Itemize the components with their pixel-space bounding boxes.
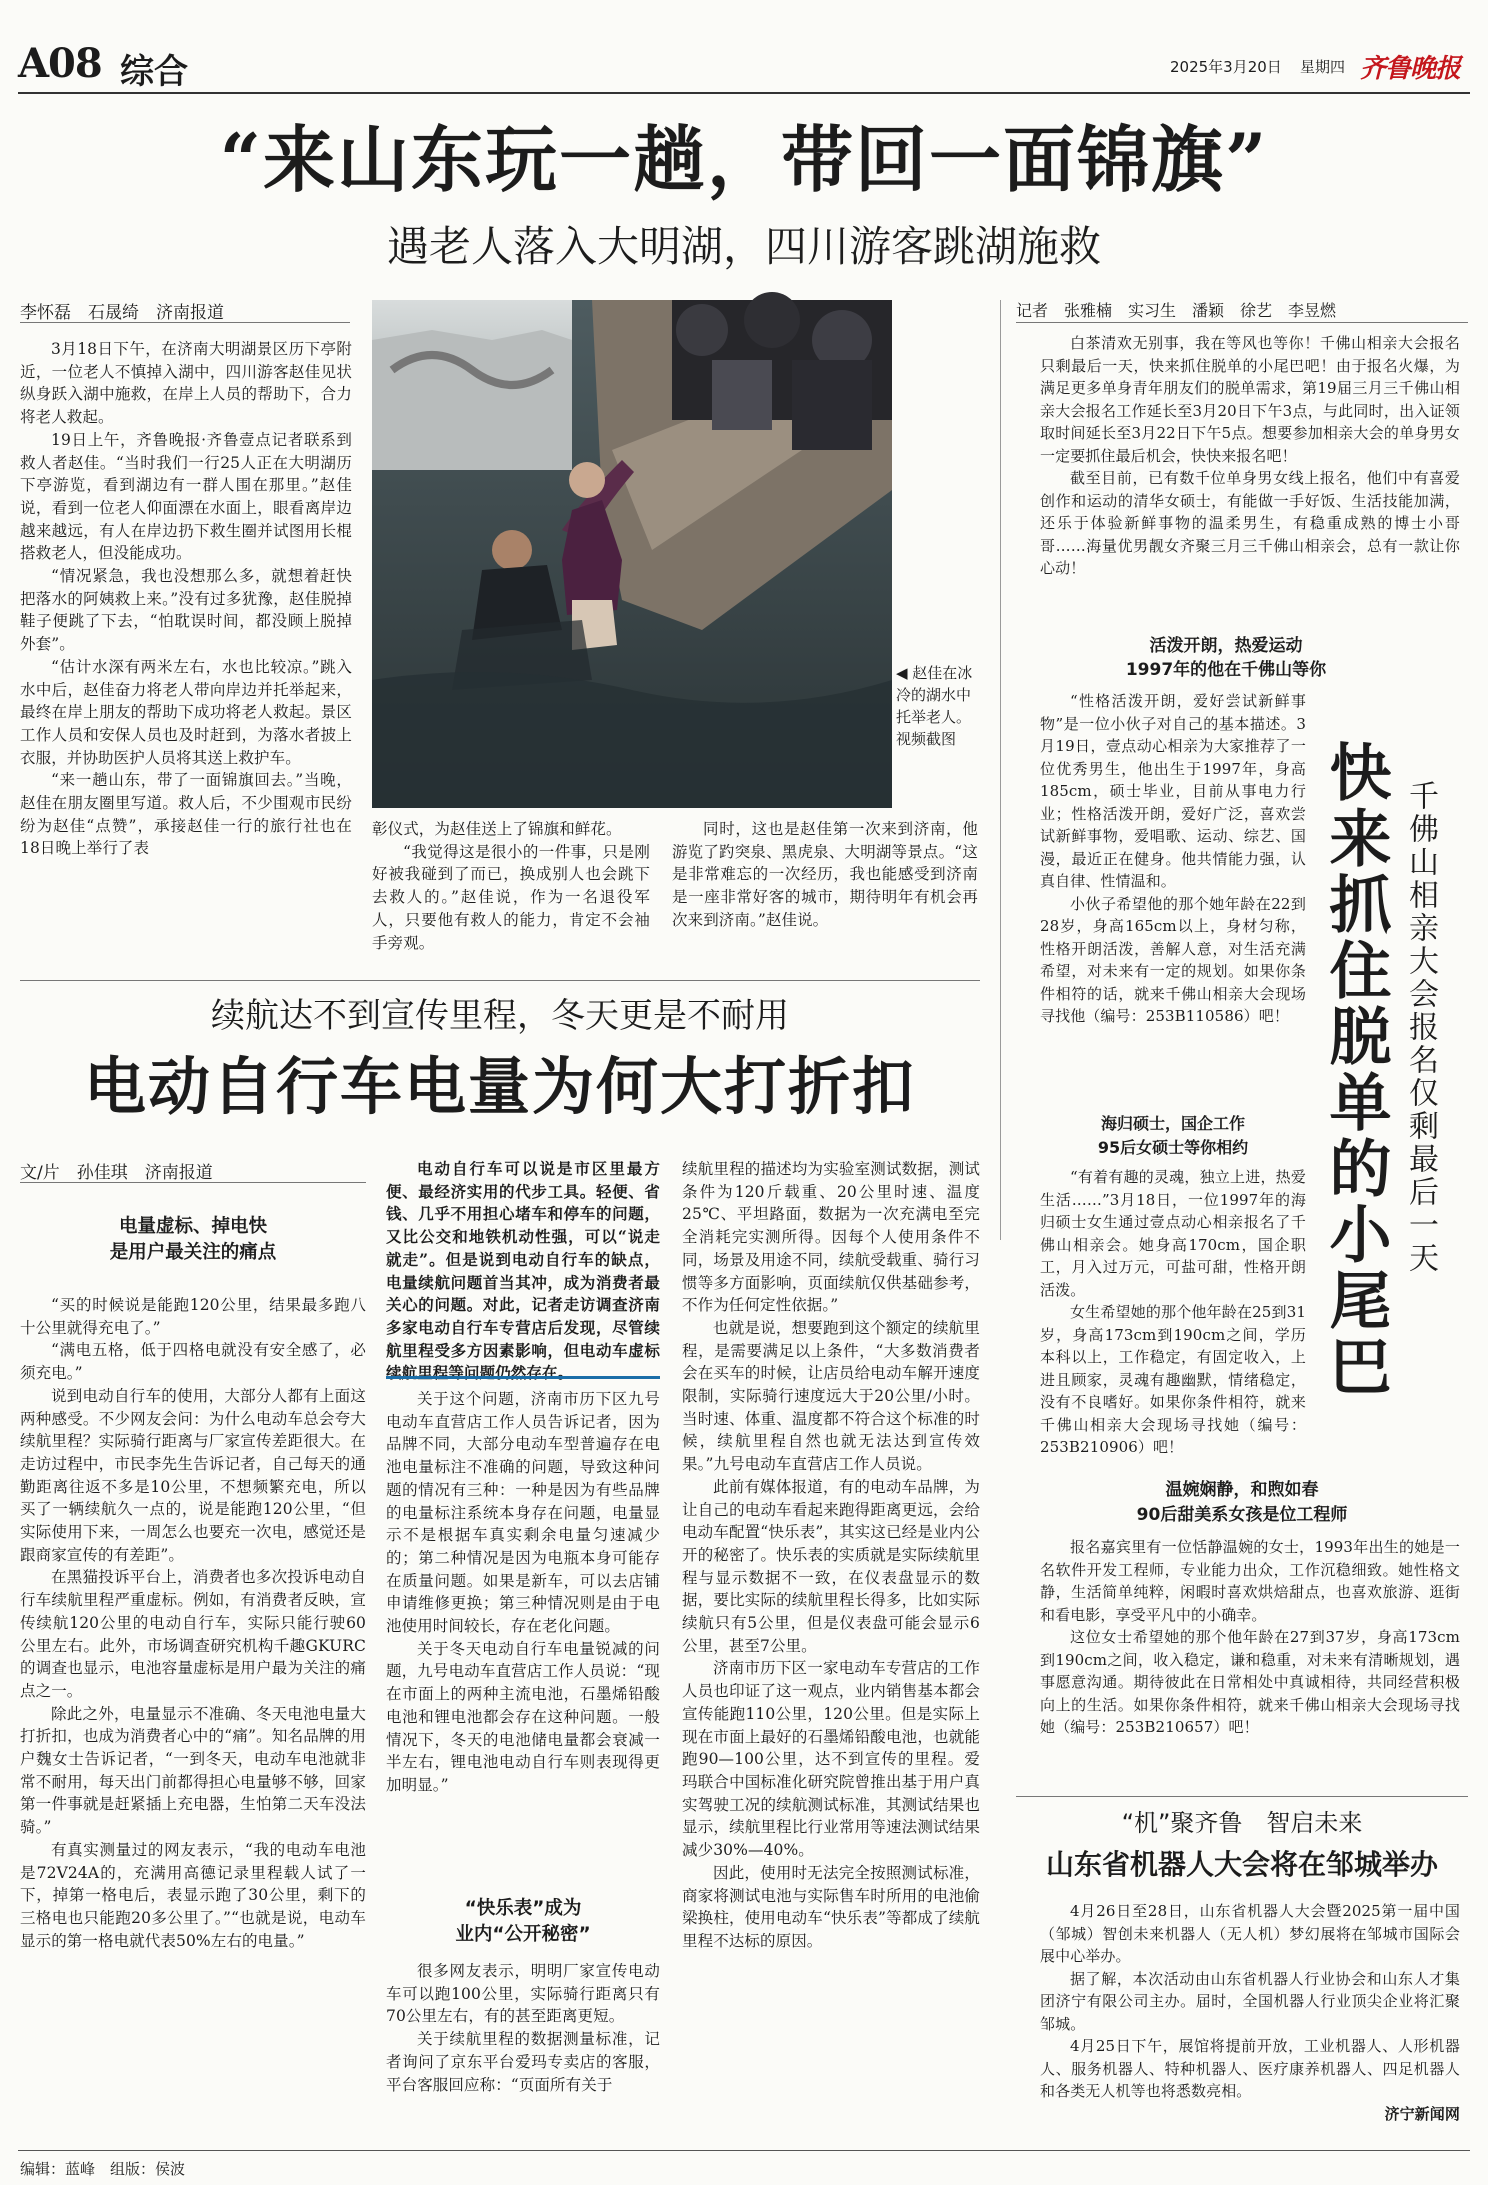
rescue-photo (372, 300, 892, 808)
story3-section2 (1040, 1166, 1306, 1466)
story3-section3 (1040, 1536, 1460, 1830)
paragraph: 此前有媒体报道，有的电动车品牌，为让自己的电动车看起来跑得距离更远，会给电动车配置“快乐表”，其实这已经是业内公开的秘密了。快乐表的实质就是实际续航里程与显示数据不一致，在仪表盘显示的数据，要比实际的续航里程长得多，比如实际续航只有5公里，但是仪表盘可能会显示6公里，甚至7公里。 (682, 1477, 980, 1655)
paragraph: 4月26日至28日，山东省机器人大会暨2025第一届中国（邹城）智创未来机器人（无人机）梦幻展将在邹城市国际会展中心举办。 (1040, 1902, 1460, 1965)
story3-byline: 记者 张雅楠 实习生 潘颖 徐艺 李昱燃 (1016, 301, 1337, 320)
story2-headline: 电动自行车电量为何大打折扣 (83, 1050, 916, 1123)
subhead-line: 电量虚标、掉电快 (118, 1216, 267, 1237)
story4-top-rule (1016, 1796, 1468, 1797)
story2-lead: 电动自行车可以说是市区里最方便、最经济实用的代步工具。轻便、省钱、几乎不用担心堵车和停车的问题，又比公交和地铁机动性强，可以“说走就走”。但是说到电动自行车的缺点，电量续航问题首当其冲，成为消费者最关心的问题。对此，记者走访调查济南多家电动自行车专营店后发现，尽管续航里程受多方因素影响，但电动车虚标续航里程等问题仍然存在。 (386, 1159, 660, 1383)
section-name: 综合 (120, 52, 188, 92)
story3-section2-head (1040, 1112, 1306, 1160)
paragraph: “性格活泼开朗，爱好尝试新鲜事物”是一位小伙子对自己的基本描述。3月19日，壹点动心相亲为大家推荐了一位优秀男生，他出生于1997年，身高185cm，硕士毕业，目前从事电力行业；性格活泼开朗，爱好广泛，喜欢尝试新鲜事物，爱唱歌、运动、综艺、国漫，最近正在健身。他共情能力强，认真自律、性情温和。 (1040, 692, 1306, 890)
story3-section1 (1040, 690, 1306, 1108)
paragraph: 因此，使用时无法完全按照测试标准，商家将测试电池与实际售车时所用的电池偷梁换柱，使用电动车“快乐表”等都成了续航里程不达标的原因。 (682, 1863, 980, 1950)
header-rule (18, 92, 1470, 94)
paragraph: 同时，这也是赵佳第一次来到济南，他游览了趵突泉、黑虎泉、大明湖等景点。“这是非常难忘的一次经历，我也能感受到济南是一座非常好客的城市，期待明年有机会再次来到济南。”赵佳说。 (672, 820, 978, 929)
paragraph: 4月25日下午，展馆将提前开放，工业机器人、人形机器人、服务机器人、特种机器人、医疗康养机器人、四足机器人和各类无人机等也将悉数亮相。 (1040, 2037, 1460, 2100)
story2-top-rule (20, 980, 980, 981)
paragraph: 也就是说，想要跑到这个额定的续航里程，是需要满足以上条件，“大多数消费者会在买车的时候，让店员给电动车解开速度限制，实际骑行速度远大于20公里/小时。当时速、体重、温度都不符合这个标准的时候，续航里程自然也就无法达到宣传效果。”九号电动车直营店工作人员说。 (682, 1318, 980, 1474)
paragraph: 女生希望她的那个他年龄在25到31岁，身高173cm到190cm之间，学历本科以上，工作稳定，有固定收入，上进且顾家，灵魂有趣幽默，情绪稳定，没有不良嗜好。如果你条件相符，就来千佛山相亲大会现场寻找她（编号：253B210906）吧！ (1040, 1303, 1306, 1456)
paragraph: 关于续航里程的数据测量标准，记者询问了京东平台爱玛专卖店的客服，平台客服回应称：“页面所有关于 (386, 2030, 660, 2094)
paragraph: 除此之外，电量显示不准确、冬天电池电量大打折扣，也成为消费者心中的“痛”。知名品牌的用户魏女士告诉记者，“一到冬天，电动车电池就非常不耐用，每天出门前都得担心电量够不够，回家第一件事就是赶紧插上充电器，生怕第二天车没法骑。” (20, 1704, 366, 1837)
story4-body (1040, 1900, 1460, 2150)
subhead-line: 90后甜美系女孩是位工程师 (1136, 1505, 1348, 1525)
story1-headline: “来山东玩一趟，带回一面锦旗” (219, 117, 1269, 202)
paragraph: 3月18日下午，在济南大明湖景区历下亭附近，一位老人不慎掉入湖中，四川游客赵佳见状纵身跃入湖中施救，在岸上人员的帮助下，合力将老人救起。 (20, 340, 352, 427)
paragraph: 小伙子希望他的那个她年龄在22到28岁，身高165cm以上，身材匀称，性格开朗活泼，善解人意，对生活充满希望，对未来有一定的规划。如果你条件相符的话，就来千佛山相亲大会现场寻找他（编号：253B110586）吧！ (1040, 894, 1306, 1025)
story3-vertical-subheadline: 千佛山相亲大会报名仅剩最后一天 (1403, 780, 1438, 1275)
paragraph: 有真实测量过的网友表示，“我的电动车电池是72V24A的，充满用高德记录里程载人试了一下，掉第一格电后，表显示跑了30公里，剩下的三格电也只能跑20多公里了。”“也就是说，电动车显示的第一格电就代表50%左右的电量。” (20, 1840, 366, 1950)
paragraph: 白茶清欢无别事，我在等风也等你！千佛山相亲大会报名只剩最后一天，快来抓住脱单的小尾巴吧！由于报名火爆，为满足更多单身青年朋友们的脱单需求，第19届三月三千佛山相亲大会报名工作延长至3月20日下午3点，与此同时，出入证领取时间延长至3月22日下午5点。想要参加相亲大会的单身男女一定要抓住最后机会，快快来报名吧！ (1040, 334, 1460, 465)
page-code: A08 (18, 40, 102, 87)
story3-vertical-headline: 快来抓住脱单的小尾巴 (1319, 740, 1392, 1400)
paragraph: “有着有趣的灵魂，独立上进，热爱生活……”3月18日，一位1997年的海归硕士女生通过壹点动心相亲报名了千佛山相亲会。她身高170cm，国企职工，月入过万元，可盐可甜，性格开朗活泼。 (1040, 1168, 1306, 1299)
story1-column-1 (20, 338, 352, 956)
story4-kicker: “机”聚齐鲁 智启未来 (1121, 1809, 1363, 1837)
story3-section1-head (1016, 634, 1436, 682)
paragraph: 据了解，本次活动由山东省机器人行业协会和山东人才集团济宁有限公司主办。届时，全国机器人行业顶尖企业将汇聚邹城。 (1040, 1969, 1460, 2033)
story1-subheadline: 遇老人落入大明湖，四川游客跳湖施救 (386, 222, 1101, 271)
paragraph: 说到电动自行车的使用，大部分人都有上面这两种感受。不少网友会问：为什么电动车总会夸大续航里程？实际骑行距离与厂家宣传差距很大。在走访过程中，市民李先生告诉记者，自己每天的通勤距离往返不多是10公里，不想频繁充电，所以买了一辆续航久一点的，说是能跑120公里，“但实际使用下来，一周怎么也要充一次电，感觉还是跟商家宣传的有差距”。 (20, 1386, 366, 1564)
subhead-line: “快乐表”成为 (464, 1898, 582, 1919)
paragraph: 关于这个问题，济南市历下区九号电动车直营店工作人员告诉记者，因为品牌不同，大部分电动车型普遍存在电池电量标注不准确的问题，导致这种问题的情况有三种：一种是因为有些品牌的电量标注系统本身存在问题，电量显示不是根据车真实剩余电量匀速减少的；第二种情况是因为电瓶本身可能存在质量问题。如果是新车，可以去店铺申请维修更换；第三种情况则是由于电池使用时间较长，存在老化问题。 (386, 1390, 660, 1636)
subhead-line: 活泼开朗，热爱运动 (1149, 636, 1303, 656)
paragraph: “估计水深有两米左右，水也比较凉。”跳入水中后，赵佳奋力将老人带向岸边并托举起来，最终在岸上朋友的帮助下成功将老人救起。景区工作人员和安保人员也及时赶到，为落水者披上衣服，并协助医护人员将其送上救护车。 (20, 657, 352, 767)
story2-kicker: 续航达不到宣传里程，冬天更是不耐用 (211, 996, 789, 1036)
paragraph: “来一趟山东，带了一面锦旗回去。”当晚，赵佳在朋友圈里写道。救人后，不少围观市民纷纷为赵佳“点赞”，承接赵佳一行的旅行社也在18日晚上举行了表 (20, 771, 352, 858)
story2-column-3 (682, 1158, 980, 2148)
paragraph: 截至目前，已有数千位单身男女线上报名，他们中有喜爱创作和运动的清华女硕士，有能做一手好饭、生活技能加满，还乐于体验新鲜事物的温柔男生，有稳重成熟的博士小哥哥……海量优男靓女齐聚三月三千佛山相亲会，总有一款让你心动！ (1040, 469, 1460, 577)
paragraph: 这位女士希望她的那个他年龄在27到37岁，身高173cm到190cm之间，收入稳定，谦和稳重，对未来有清晰规划，遇事愿意沟通。期待彼此在日常相处中真诚相待，共同经营积极向上的生活。如果你条件相符，就来千佛山相亲大会现场寻找她（编号：253B210657）吧！ (1040, 1628, 1460, 1736)
paragraph: “情况紧急，我也没想那么多，就想着赶快把落水的阿姨救上来。”没有过多犹豫，赵佳脱掉鞋子便跳了下去，“怕耽误时间，都没顾上脱掉外套”。 (20, 567, 352, 654)
story2-byline-rule (20, 1182, 366, 1183)
paragraph: “满电五格，低于四格电就没有安全感了，必须充电。” (20, 1341, 366, 1383)
paragraph: 在黑猫投诉平台上，消费者也多次投诉电动自行车续航里程严重虚标。例如，有消费者反映，宣传续航120公里的电动自行车，实际只能行驶60公里左右。此外，市场调查研究机构千趣GKURC的调查也显示，电池容量虚标是用户最为关注的痛点之一。 (20, 1568, 366, 1700)
brand-logo: 齐鲁晚报 (1360, 54, 1461, 84)
subhead-line: 业内“公开秘密” (455, 1924, 591, 1945)
story2-byline: 文/片 孙佳琪 济南报道 (20, 1163, 213, 1183)
story3-section3-head (1016, 1478, 1468, 1528)
story1-byline: 李怀磊 石晟绮 济南报道 (20, 303, 224, 323)
story1-column-3 (672, 818, 978, 958)
story2-subhead-1 (20, 1214, 366, 1266)
photo-caption: ◀ 赵佳在冰冷的湖水中托举老人。视频截图 (896, 664, 973, 748)
paragraph: 济南市历下区一家电动车专营店的工作人员也印证了这一观点，业内销售基本都会宣传能跑110公里，120公里。但是实际上现在市面上最好的石墨烯铅酸电池，也就能跑90—100公里，达不到宣传的里程。爱玛联合中国标准化研究院曾推出基于用户真实驾驶工况的续航测试标准，其测试结果也显示，续航里程比行业常用等速法测试结果减少30%—40%。 (682, 1659, 980, 1860)
subhead-line: 95后女硕士等你相约 (1097, 1138, 1249, 1157)
paragraph: 很多网友表示，明明厂家宣传电动车可以跑100公里，实际骑行距离只有70公里左右，有的甚至距离更短。 (386, 1962, 660, 2026)
paragraph: “买的时候说是能跑120公里，结果最多跑八十公里就得充电了。” (20, 1296, 366, 1337)
footer-rule (18, 2150, 1470, 2151)
story1-byline-rule (20, 322, 350, 323)
footer-editor: 编辑：蓝峰 组版：侯波 (20, 2160, 186, 2178)
story4-headline: 山东省机器人大会将在邹城举办 (1045, 1848, 1438, 1881)
story1-column-2 (372, 818, 650, 958)
subhead-line: 海归硕士，国企工作 (1100, 1114, 1245, 1133)
paragraph: “我觉得这是很小的一件事，只是刚好被我碰到了而已，换成别人也会跳下去救人的。”赵佳说，作为一名退役军人，只要他有救人的能力，肯定不会袖手旁观。 (372, 842, 650, 952)
paragraph: 19日上午，齐鲁晚报·齐鲁壹点记者联系到救人者赵佳。“当时我们一行25人正在大明湖历下亭游览，看到湖边有一群人围在那里。”赵佳说，看到一位老人仰面漂在水面上，眼看离岸边越来越远，有人在岸边扔下救生圈并试图用长棍搭救老人，但没能成功。 (20, 430, 352, 563)
story2-column-1 (20, 1294, 366, 2044)
story2-column-2b (386, 1960, 660, 2146)
story2-subhead-2 (386, 1896, 660, 1948)
subhead-line: 1997年的他在千佛山等你 (1125, 660, 1327, 680)
paragraph: 彰仪式，为赵佳送上了锦旗和鲜花。 (372, 820, 622, 838)
story3-intro (1040, 332, 1460, 610)
issue-date: 2025年3月20日 (1170, 58, 1282, 76)
issue-weekday: 星期四 (1300, 58, 1346, 76)
story2-lead-rule (386, 1376, 660, 1379)
story4-credit: 济宁新闻网 (1384, 2104, 1460, 2123)
story2-column-2 (386, 1388, 660, 1888)
story1-right-divider (1000, 300, 1001, 1240)
subhead-line: 是用户最关注的痛点 (109, 1242, 277, 1263)
page-header (0, 0, 1488, 96)
subhead-line: 温婉娴静，和煦如春 (1165, 1480, 1319, 1500)
paragraph: 续航里程的描述均为实验室测试数据，测试条件为120斤载重、20公里时速、温度25℃、平坦路面，数据为一次充满电至完全消耗完实测所得。因每个人使用条件不同，场景及用途不同，续航受载重、骑行习惯等多方面影响，页面续航仅供基础参考，不作为任何定性依据。” (682, 1160, 980, 1315)
paragraph: 关于冬天电动自行车电量锐减的问题，九号电动车直营店工作人员说：“现在市面上的两种主流电池，石墨烯铅酸电池和锂电池都会存在这种问题。一般情况下，冬天的电池储电量都会衰减一半左右，锂电池电动自行车则表现得更加明显。” (386, 1639, 660, 1794)
story3-byline-rule (1016, 322, 1468, 323)
rescue-photo-illustration (372, 300, 892, 808)
paragraph: 报名嘉宾里有一位恬静温婉的女士，1993年出生的她是一名软件开发工程师，专业能力出众，工作沉稳细致。她性格文静，生活简单纯粹，闲暇时喜欢烘焙甜点，也喜欢旅游、逛街和看电影，享受平凡中的小确幸。 (1040, 1538, 1460, 1624)
